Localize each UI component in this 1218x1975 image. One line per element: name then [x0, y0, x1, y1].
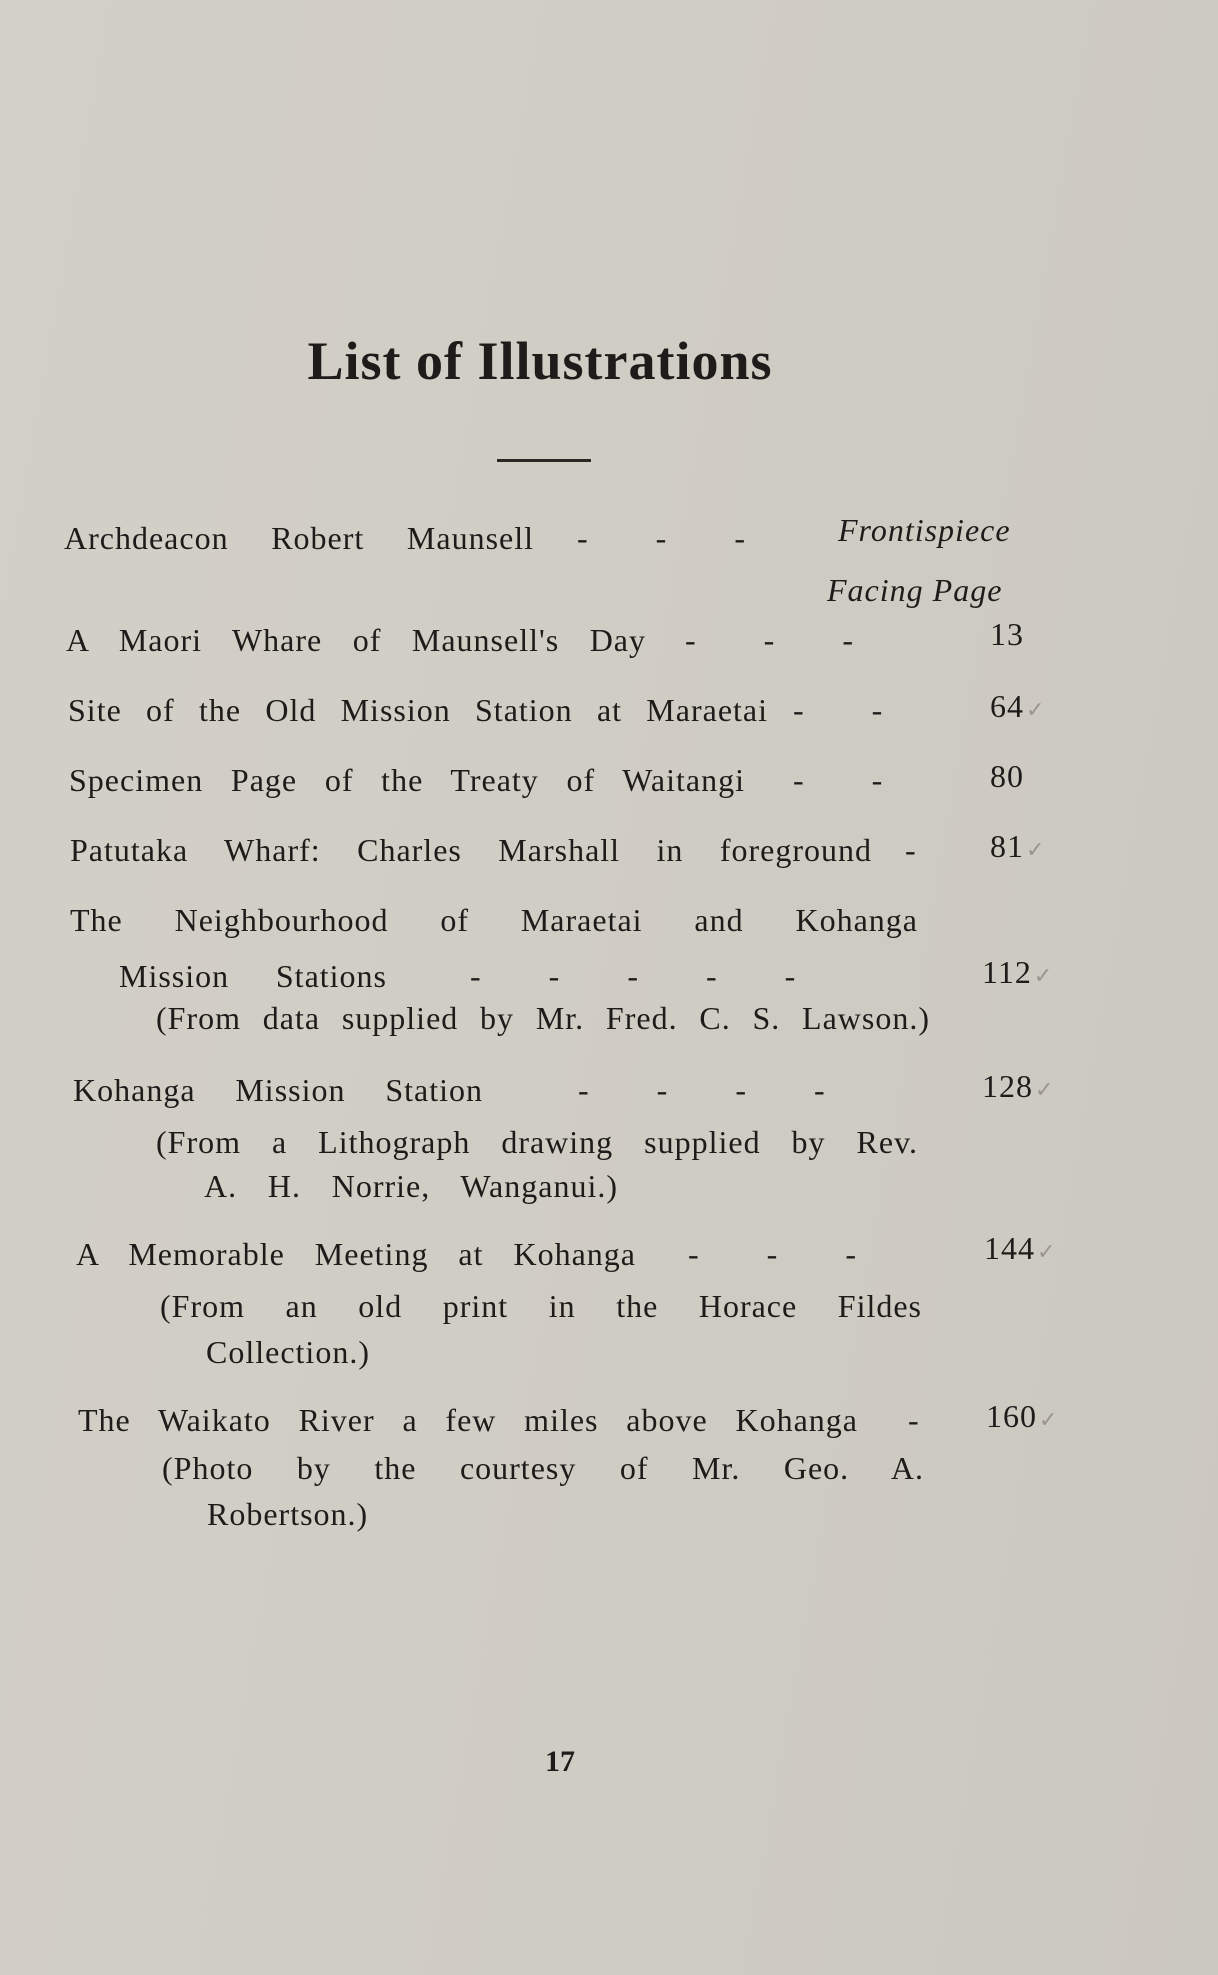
- frontispiece-label: Frontispiece: [838, 512, 1011, 548]
- entry-title: Archdeacon Robert Maunsell: [64, 520, 534, 556]
- entry-page-group: [982, 1068, 1054, 1105]
- entry-title: A Memorable Meeting at Kohanga: [76, 1236, 636, 1272]
- page-number: 17: [545, 1745, 575, 1778]
- entry-page-group: [990, 688, 1045, 725]
- page-title: List of Illustrations: [307, 331, 773, 391]
- entry-leader: - - - -: [578, 1072, 826, 1108]
- entry-page: 81: [990, 828, 1024, 864]
- facing-page-label: Facing Page: [827, 572, 1003, 608]
- entry-leader: - -: [793, 762, 884, 798]
- entry-title-line2: Mission Stations: [119, 958, 387, 994]
- entry-page: 112: [982, 954, 1032, 990]
- entry-page: 80: [990, 758, 1024, 794]
- entry-leader: - - -: [688, 1236, 857, 1272]
- check-mark-icon: ✓: [1026, 837, 1046, 862]
- entry-note-line1: (From an old print in the Horace Fildes: [160, 1288, 922, 1324]
- entry-title: Kohanga Mission Station: [73, 1072, 483, 1108]
- title-rule: [497, 459, 591, 462]
- entry-title: Specimen Page of the Treaty of Waitangi: [69, 762, 745, 798]
- entry-page-group: [984, 1230, 1056, 1267]
- entry-note-line2: Collection.): [206, 1334, 370, 1370]
- entry-note-line2: Robertson.): [207, 1496, 369, 1532]
- entry-leader: - - - - -: [470, 958, 797, 994]
- check-mark-icon: ✓: [1035, 1077, 1055, 1102]
- entry-leader: - -: [793, 692, 884, 728]
- entry-title-line1: The Neighbourhood of Maraetai and Kohanga: [70, 902, 918, 938]
- entry-page: 144: [984, 1230, 1035, 1266]
- check-mark-icon: ✓: [1033, 963, 1054, 988]
- entry-page-group: [986, 1398, 1058, 1435]
- entry-title: Site of the Old Mission Station at Maraetai: [68, 692, 768, 728]
- entry-page-group: [982, 954, 1053, 991]
- entry-note-line2: A. H. Norrie, Wanganui.): [204, 1168, 618, 1204]
- entry-page: 13: [990, 616, 1024, 652]
- check-mark-icon: ✓: [1026, 697, 1046, 722]
- entry-title: The Waikato River a few miles above Kohanga: [78, 1402, 858, 1438]
- entry-page: 128: [982, 1068, 1033, 1104]
- check-mark-icon: ✓: [1037, 1239, 1057, 1264]
- entry-page: 64: [990, 688, 1024, 724]
- entry-note-line1: (From a Lithograph drawing supplied by Rev.: [156, 1124, 918, 1160]
- entry-note-text: (From data supplied by Mr. Fred. C. S. Lawson.): [156, 1000, 930, 1036]
- entry-leader: -: [908, 1402, 920, 1438]
- entry-leader: - - -: [577, 520, 746, 556]
- entry-page-group: [990, 828, 1045, 865]
- entry-page: 160: [986, 1398, 1037, 1434]
- entry-note-line1: (Photo by the courtesy of Mr. Geo. A.: [162, 1450, 924, 1486]
- entry-title: Patutaka Wharf: Charles Marshall in foreground: [70, 832, 872, 868]
- entry-leader: -: [905, 832, 917, 868]
- entry-leader: - - -: [685, 622, 854, 658]
- check-mark-icon: ✓: [1039, 1407, 1059, 1432]
- entry-title: A Maori Whare of Maunsell's Day: [66, 622, 646, 658]
